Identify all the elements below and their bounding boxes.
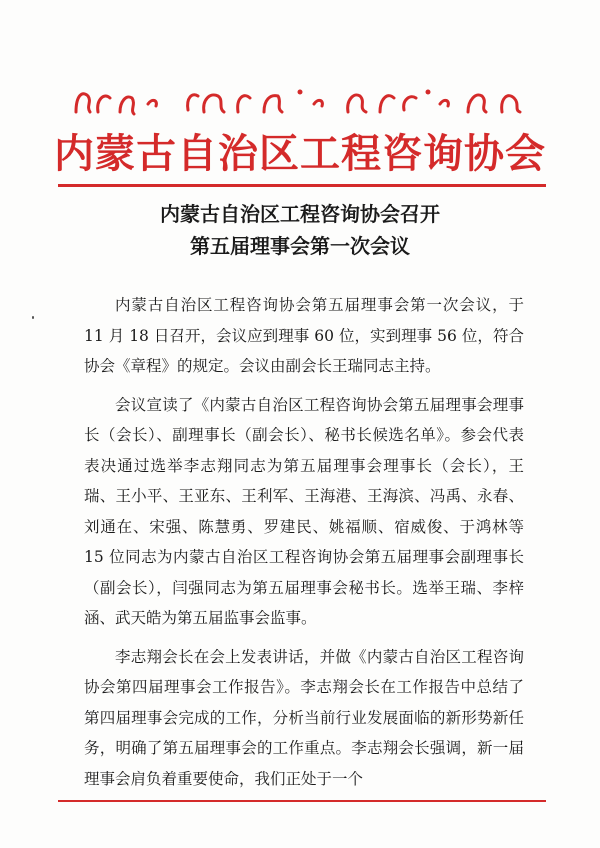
org-name-heading: 内蒙古自治区工程咨询协会 <box>54 130 546 177</box>
mongolian-script-logo <box>68 82 538 122</box>
document-title-line-1: 内蒙古自治区工程咨询协会召开 <box>160 202 440 226</box>
body-paragraph-3: 李志翔会长在会上发表讲话，并做《内蒙古自治区工程咨询协会第四届理事会工作报告》。李志翔会长在工作报告中总结了第四届理事会完成的工作，分析当前行业发展面临的新形势新任务，明确了第五届理事会的工作重点。李志翔会长强调，新一届理事会肩负着重要使命，我们正处于一个 <box>84 647 524 788</box>
body-paragraph-1: 内蒙古自治区工程咨询协会第五届理事会第一次会议，于 11 月 18 日召开，会议应到理事 60 位，实到理事 56 位，符合协会《章程》的规定。会议由副会长王瑞同志主持。 <box>84 296 524 375</box>
document-body <box>84 290 524 802</box>
scan-speck <box>32 316 34 319</box>
document-title-line-2: 第五届理事会第一次会议 <box>190 234 410 258</box>
footer-red-rule <box>58 800 546 802</box>
body-paragraph-2: 会议宣读了《内蒙古自治区工程咨询协会第五届理事会理事长（会长）、副理事长（副会长）、秘书长候选名单》。参会代表表决通过选举李志翔同志为第五届理事会理事长（会长），王瑞、王小平、王亚东、王利军、王海港、王海滨、冯禹、永春、刘通在、宋强、陈慧勇、罗建民、姚福顺、宿威俊、于鸿林等 15 位同志为内蒙古自治区工程咨询协会第五届理事会副理事长（副会长），闫强同志为第五届理事会秘书长。选举王瑞、李梓涵、武天皓为第五届监事会监事。 <box>84 395 524 627</box>
header-red-rule <box>58 184 546 187</box>
